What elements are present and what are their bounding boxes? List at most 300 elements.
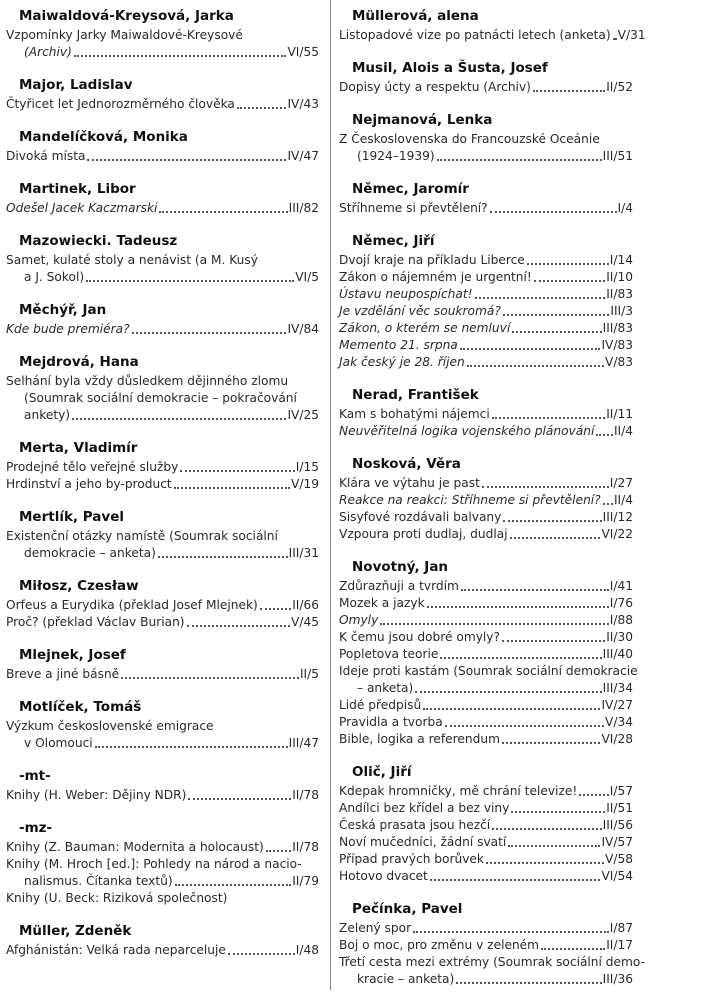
index-entry bbox=[339, 868, 633, 885]
author-name: Mlejnek, Josef bbox=[19, 647, 126, 663]
entry-title-line: Selhání byla vždy důsledkem dějinného zlomu bbox=[6, 374, 289, 388]
entry-title: a J. Sokol) bbox=[24, 270, 85, 284]
index-entry bbox=[339, 269, 633, 286]
issue-page-ref: V/83 bbox=[605, 355, 633, 369]
author-name: Mertlík, Pavel bbox=[19, 509, 124, 525]
dot-leader bbox=[510, 536, 601, 539]
index-entry bbox=[6, 597, 319, 614]
index-entry bbox=[6, 373, 319, 424]
entry-row bbox=[339, 509, 633, 526]
entry-title: Listopadové vize po patnácti letech (anketa) bbox=[339, 28, 611, 42]
issue-page-ref: III/40 bbox=[602, 647, 633, 661]
index-entry bbox=[339, 526, 633, 543]
author-group-musil-alois-a-susta-josef bbox=[339, 60, 633, 96]
entry-row bbox=[339, 337, 633, 354]
author-group-pecinka-pavel bbox=[339, 901, 645, 988]
entry-title: Stříhneme si převtělení? bbox=[339, 201, 488, 215]
author-name: Müller, Zdeněk bbox=[19, 923, 132, 939]
dot-leader bbox=[541, 947, 605, 950]
entry-row bbox=[339, 783, 633, 800]
entry-row bbox=[6, 942, 319, 959]
entry-row bbox=[339, 27, 646, 44]
issue-page-ref: V/45 bbox=[291, 615, 319, 629]
entry-title: Kde bude premiéra? bbox=[6, 322, 130, 336]
entry-row bbox=[339, 697, 633, 714]
entry-row bbox=[6, 735, 319, 752]
entry-row bbox=[339, 680, 633, 697]
index-entry bbox=[6, 718, 319, 752]
dot-leader bbox=[175, 883, 292, 886]
author-name: Major, Ladislav bbox=[19, 77, 133, 93]
dot-leader bbox=[503, 519, 601, 522]
author-name: Pečínka, Pavel bbox=[352, 901, 463, 917]
entry-title-line: Výzkum československé emigrace bbox=[6, 719, 214, 733]
entry-title-line: Ideje proti kastám (Soumrak sociální demokracie bbox=[339, 664, 638, 678]
entry-title: Noví mučedníci, žádní svatí bbox=[339, 835, 507, 849]
author-group-mullerova-alena bbox=[339, 8, 646, 44]
entry-row bbox=[339, 817, 633, 834]
dot-leader bbox=[492, 827, 601, 830]
entry-title: Pravidla a tvorba bbox=[339, 715, 443, 729]
index-entry bbox=[6, 787, 319, 804]
author-group-motlicek-tomas bbox=[6, 699, 319, 752]
entry-title-line: Vzpomínky Jarky Maiwaldové-Kreysové bbox=[6, 28, 243, 42]
index-entry bbox=[6, 321, 319, 338]
dot-leader bbox=[460, 347, 601, 350]
author-group-mz bbox=[6, 820, 319, 907]
author-name: Mejdrová, Hana bbox=[19, 354, 139, 370]
author-group-novotny-jan bbox=[339, 559, 638, 748]
issue-page-ref: IV/25 bbox=[287, 408, 319, 422]
entry-title: kracie – anketa) bbox=[357, 972, 455, 986]
entry-row bbox=[6, 666, 319, 683]
issue-page-ref: IV/83 bbox=[601, 338, 633, 352]
entry-row bbox=[6, 407, 319, 424]
issue-page-ref: V/31 bbox=[617, 28, 646, 42]
entry-title: Kdepak hromničky, mě chrání televize! bbox=[339, 784, 578, 798]
entry-row bbox=[339, 920, 633, 937]
issue-page-ref: V/34 bbox=[605, 715, 633, 729]
index-entry bbox=[339, 954, 645, 988]
entry-row bbox=[339, 731, 633, 748]
dot-leader bbox=[603, 502, 613, 505]
index-entry bbox=[339, 595, 633, 612]
author-group-noskova-vera bbox=[339, 456, 633, 543]
issue-page-ref: II/11 bbox=[606, 407, 633, 421]
entry-title: Mozek a jazyk bbox=[339, 596, 425, 610]
index-entry bbox=[6, 839, 319, 856]
index-entry bbox=[339, 475, 633, 492]
entry-title: Reakce na reakci: Stříhneme si převtělení? bbox=[339, 493, 601, 507]
issue-page-ref: I/41 bbox=[609, 579, 633, 593]
index-entry bbox=[339, 920, 633, 937]
entry-row bbox=[6, 459, 319, 476]
author-group-mt bbox=[6, 768, 319, 804]
index-entry bbox=[6, 148, 319, 165]
issue-page-ref: I/87 bbox=[609, 921, 633, 935]
entry-title: Odešel Jacek Kaczmarski bbox=[6, 201, 158, 215]
entry-row bbox=[6, 476, 319, 493]
issue-page-ref: II/4 bbox=[613, 424, 633, 438]
index-entry bbox=[339, 79, 633, 96]
issue-page-ref: I/15 bbox=[295, 460, 319, 474]
issue-page-ref: V/19 bbox=[291, 477, 319, 491]
entry-title: Česká prasata jsou hezčí bbox=[339, 818, 491, 832]
author-group-mandelickova-monika bbox=[6, 129, 319, 165]
author-name: Nejmanová, Lenka bbox=[352, 112, 493, 128]
index-entry bbox=[339, 406, 633, 423]
dot-leader bbox=[413, 930, 609, 933]
column-divider bbox=[330, 0, 331, 990]
dot-leader bbox=[440, 656, 601, 659]
issue-page-ref: I/57 bbox=[609, 784, 633, 798]
author-name: Maiwaldová-Kreysová, Jarka bbox=[19, 8, 234, 24]
issue-page-ref: VI/22 bbox=[601, 527, 633, 541]
author-group-maiwaldova-kreysova-jarka bbox=[6, 8, 319, 61]
entry-title-line: Knihy (M. Hroch [ed.]: Pohledy na národ a nacio- bbox=[6, 857, 302, 871]
issue-page-ref: III/34 bbox=[602, 681, 633, 695]
author-name: Martinek, Libor bbox=[19, 181, 136, 197]
entry-title-line: Existenční otázky namístě (Soumrak sociální bbox=[6, 529, 278, 543]
entry-row bbox=[6, 44, 319, 61]
entry-row bbox=[339, 834, 633, 851]
entry-row bbox=[6, 890, 319, 907]
dot-leader bbox=[187, 624, 290, 627]
issue-page-ref: II/66 bbox=[292, 598, 319, 612]
entry-row bbox=[6, 269, 319, 286]
entry-title-line: Třetí cesta mezi extrémy (Soumrak sociální demo- bbox=[339, 955, 645, 969]
issue-page-ref: III/56 bbox=[602, 818, 633, 832]
entry-title: Jak český je 28. říjen bbox=[339, 355, 465, 369]
entry-title: v Olomouci bbox=[24, 736, 93, 750]
author-name: Mandelíčková, Monika bbox=[19, 129, 188, 145]
author-name: Olič, Jiří bbox=[352, 764, 412, 780]
issue-page-ref: IV/27 bbox=[601, 698, 633, 712]
index-entry bbox=[339, 612, 633, 629]
issue-page-ref: I/48 bbox=[295, 943, 319, 957]
entry-row bbox=[6, 787, 319, 804]
author-name: Merta, Vladimír bbox=[19, 440, 138, 456]
entry-title: Případ pravých borůvek bbox=[339, 852, 484, 866]
index-entry bbox=[6, 476, 319, 493]
author-group-merta-vladimir bbox=[6, 440, 319, 493]
dot-leader bbox=[467, 364, 604, 367]
entry-row bbox=[339, 200, 633, 217]
dot-leader bbox=[445, 724, 604, 727]
index-entry bbox=[339, 303, 633, 320]
entry-row bbox=[6, 545, 319, 562]
index-entry bbox=[339, 200, 633, 217]
issue-page-ref: I/27 bbox=[609, 476, 633, 490]
dot-leader bbox=[490, 210, 617, 213]
entry-title: Boj o moc, pro změnu v zeleném bbox=[339, 938, 540, 952]
entry-title: Zdůrazňuji a tvrdím bbox=[339, 579, 459, 593]
entry-title: Proč? (překlad Václav Burian) bbox=[6, 615, 185, 629]
dot-leader bbox=[527, 262, 609, 265]
index-entry bbox=[339, 714, 633, 731]
issue-page-ref: II/83 bbox=[606, 287, 633, 301]
entry-title: – anketa) bbox=[357, 681, 414, 695]
entry-title: nalismus. Čítanka textů) bbox=[24, 874, 173, 888]
entry-row bbox=[339, 851, 633, 868]
dot-leader bbox=[579, 793, 609, 796]
dot-leader bbox=[482, 485, 609, 488]
dot-leader bbox=[613, 37, 617, 40]
entry-title: Omyly bbox=[339, 613, 379, 627]
issue-page-ref: IV/47 bbox=[287, 149, 319, 163]
entry-title: Zákon o nájemném je urgentní! bbox=[339, 270, 532, 284]
entry-title: Je vzdělání věc soukromá? bbox=[339, 304, 501, 318]
author-name: Nosková, Věra bbox=[352, 456, 461, 472]
issue-page-ref: III/82 bbox=[288, 201, 319, 215]
author-name: Nerad, František bbox=[352, 387, 479, 403]
issue-page-ref: VI/28 bbox=[601, 732, 633, 746]
index-entry bbox=[6, 614, 319, 631]
issue-page-ref: IV/43 bbox=[287, 97, 319, 111]
entry-row bbox=[6, 148, 319, 165]
entry-row bbox=[339, 492, 633, 509]
entry-title: Klára ve výtahu je past bbox=[339, 476, 480, 490]
dot-leader bbox=[95, 745, 288, 748]
entry-title: Divoká místa bbox=[6, 149, 86, 163]
dot-leader bbox=[502, 741, 601, 744]
dot-leader bbox=[72, 417, 286, 420]
author-group-mazowiecki-tadeusz bbox=[6, 233, 319, 286]
index-entry bbox=[339, 800, 633, 817]
dot-leader bbox=[486, 861, 604, 864]
issue-page-ref: II/51 bbox=[606, 801, 633, 815]
entry-row bbox=[339, 286, 633, 303]
dot-leader bbox=[512, 330, 601, 333]
entry-row bbox=[6, 96, 319, 113]
author-group-mechyr-jan bbox=[6, 302, 319, 338]
issue-page-ref: II/10 bbox=[606, 270, 633, 284]
index-entry bbox=[6, 96, 319, 113]
issue-page-ref: III/31 bbox=[288, 546, 319, 560]
entry-row bbox=[339, 475, 633, 492]
dot-leader bbox=[266, 849, 291, 852]
entry-row bbox=[6, 614, 319, 631]
author-name: Miłosz, Czesław bbox=[19, 578, 139, 594]
entry-title: Knihy (Z. Bauman: Modernita a holocaust) bbox=[6, 840, 264, 854]
author-group-nemec-jiri bbox=[339, 233, 633, 371]
entry-title: Popletova teorie bbox=[339, 647, 439, 661]
dot-leader bbox=[86, 279, 294, 282]
dot-leader bbox=[534, 279, 605, 282]
entry-row bbox=[339, 646, 633, 663]
entry-row bbox=[339, 612, 633, 629]
dot-leader bbox=[508, 844, 600, 847]
issue-page-ref: II/5 bbox=[299, 667, 319, 681]
entry-row bbox=[339, 269, 633, 286]
entry-title: Zákon, o kterém se nemluví bbox=[339, 321, 511, 335]
index-entry bbox=[339, 817, 633, 834]
dot-leader bbox=[260, 607, 291, 610]
issue-page-ref: II/17 bbox=[606, 938, 633, 952]
entry-title-line: Z Československa do Francouzské Oceánie bbox=[339, 132, 600, 146]
entry-row bbox=[339, 868, 633, 885]
entry-title: Ústavu neupospíchat! bbox=[339, 287, 473, 301]
entry-title: Knihy (H. Weber: Dějiny NDR) bbox=[6, 788, 187, 802]
issue-page-ref: III/83 bbox=[602, 321, 633, 335]
author-group-major-ladislav bbox=[6, 77, 319, 113]
index-entry bbox=[6, 252, 319, 286]
entry-title: Vzpoura proti dudlaj, dudlaj bbox=[339, 527, 508, 541]
author-group-nerad-frantisek bbox=[339, 387, 633, 440]
author-group-muller-zdenek bbox=[6, 923, 319, 959]
index-entry bbox=[339, 492, 633, 509]
entry-title: Breve a jiné básně bbox=[6, 667, 120, 681]
entry-title: Hrdinství a jeho by-product bbox=[6, 477, 172, 491]
author-group-mi-osz-czes-aw bbox=[6, 578, 319, 631]
entry-row bbox=[6, 321, 319, 338]
index-entry bbox=[339, 851, 633, 868]
entry-title: Zelený spor bbox=[339, 921, 412, 935]
entry-row bbox=[6, 839, 319, 856]
entry-title: Čtyřicet let Jednorozměrného člověka bbox=[6, 97, 235, 111]
author-name: Němec, Jiří bbox=[352, 233, 435, 249]
entry-row bbox=[339, 303, 633, 320]
dot-leader bbox=[430, 878, 601, 881]
entry-row bbox=[339, 406, 633, 423]
author-group-martinek-libor bbox=[6, 181, 319, 217]
dot-leader bbox=[228, 952, 295, 955]
author-name: Müllerová, alena bbox=[352, 8, 479, 24]
issue-page-ref: III/36 bbox=[602, 972, 633, 986]
index-entry bbox=[339, 320, 633, 337]
index-entry bbox=[339, 937, 633, 954]
author-group-mejdrova-hana bbox=[6, 354, 319, 424]
entry-row bbox=[339, 320, 633, 337]
issue-page-ref: V/58 bbox=[605, 852, 633, 866]
author-group-nemec-jaromir bbox=[339, 181, 633, 217]
author-group-nejmanova-lenka bbox=[339, 112, 633, 165]
index-entry bbox=[6, 890, 319, 907]
issue-page-ref: III/3 bbox=[610, 304, 633, 318]
entry-title: (1924–1939) bbox=[357, 149, 435, 163]
entry-row bbox=[6, 597, 319, 614]
dot-leader bbox=[180, 469, 294, 472]
issue-page-ref: IV/57 bbox=[601, 835, 633, 849]
index-entry bbox=[339, 697, 633, 714]
issue-page-ref: III/47 bbox=[288, 736, 319, 750]
dot-leader bbox=[502, 639, 605, 642]
entry-title-line: Samet, kulaté stoly a nenávist (a M. Kusý bbox=[6, 253, 258, 267]
issue-page-ref: I/76 bbox=[609, 596, 633, 610]
index-entry bbox=[339, 783, 633, 800]
dot-leader bbox=[87, 158, 286, 161]
entry-title: Andílci bez křídel a bez viny bbox=[339, 801, 510, 815]
dot-leader bbox=[596, 433, 613, 436]
entry-title: ankety) bbox=[24, 408, 71, 422]
author-name: Mazowiecki. Tadeusz bbox=[19, 233, 178, 249]
entry-title: demokracie – anketa) bbox=[24, 546, 156, 560]
entry-title: Neuvěřitelná logika vojenského plánování bbox=[339, 424, 595, 438]
entry-row bbox=[339, 148, 633, 165]
author-name: Měchýř, Jan bbox=[19, 302, 107, 318]
entry-row bbox=[339, 629, 633, 646]
index-entry bbox=[339, 663, 638, 697]
dot-leader bbox=[159, 210, 287, 213]
author-group-mertlik-pavel bbox=[6, 509, 319, 562]
entry-title: Prodejné tělo veřejné služby bbox=[6, 460, 179, 474]
entry-row bbox=[339, 252, 633, 269]
issue-page-ref: II/4 bbox=[613, 493, 633, 507]
entry-title: Dopisy úcty a respektu (Archiv) bbox=[339, 80, 531, 94]
dot-leader bbox=[188, 797, 291, 800]
entry-title: Hotovo dvacet bbox=[339, 869, 428, 883]
entry-row bbox=[339, 714, 633, 731]
index-entry bbox=[339, 337, 633, 354]
index-entry bbox=[6, 27, 319, 61]
entry-row bbox=[339, 423, 633, 440]
index-entry bbox=[339, 731, 633, 748]
entry-row bbox=[339, 354, 633, 371]
dot-leader bbox=[475, 296, 606, 299]
entry-title: Dvojí kraje na příkladu Liberce bbox=[339, 253, 525, 267]
dot-leader bbox=[158, 555, 288, 558]
entry-title: Sisyfové rozdávali balvany bbox=[339, 510, 502, 524]
index-entry bbox=[6, 200, 319, 217]
entry-title: Knihy (U. Beck: Riziková společnost) bbox=[6, 891, 228, 905]
entry-title: Kam s bohatými nájemci bbox=[339, 407, 490, 421]
entry-row bbox=[339, 578, 633, 595]
dot-leader bbox=[423, 707, 600, 710]
dot-leader bbox=[533, 89, 605, 92]
issue-page-ref: III/51 bbox=[602, 149, 633, 163]
author-group-olic-jiri bbox=[339, 764, 633, 885]
author-group-mlejnek-josef bbox=[6, 647, 319, 683]
issue-page-ref: II/78 bbox=[292, 840, 319, 854]
dot-leader bbox=[503, 313, 610, 316]
index-entry bbox=[339, 646, 633, 663]
issue-page-ref: VI/54 bbox=[601, 869, 633, 883]
author-name: Motlíček, Tomáš bbox=[19, 699, 142, 715]
dot-leader bbox=[121, 676, 299, 679]
author-name: Novotný, Jan bbox=[352, 559, 449, 575]
index-entry bbox=[339, 27, 646, 44]
entry-title-line: (Soumrak sociální demokracie – pokračování bbox=[24, 391, 297, 405]
index-entry bbox=[339, 286, 633, 303]
index-entry bbox=[339, 509, 633, 526]
issue-page-ref: II/30 bbox=[606, 630, 633, 644]
index-entry bbox=[339, 423, 633, 440]
index-entry bbox=[6, 459, 319, 476]
entry-title: K čemu jsou dobré omyly? bbox=[339, 630, 500, 644]
index-entry bbox=[339, 354, 633, 371]
entry-row bbox=[339, 526, 633, 543]
author-name: -mt- bbox=[19, 768, 51, 784]
issue-page-ref: VI/5 bbox=[295, 270, 319, 284]
entry-row bbox=[339, 800, 633, 817]
dot-leader bbox=[380, 622, 609, 625]
dot-leader bbox=[437, 158, 602, 161]
index-entry bbox=[6, 666, 319, 683]
index-entry bbox=[6, 856, 319, 890]
dot-leader bbox=[132, 331, 287, 334]
entry-title: Afghánistán: Velká rada neparceluje bbox=[6, 943, 226, 957]
dot-leader bbox=[456, 981, 601, 984]
entry-row bbox=[6, 873, 319, 890]
entry-title: Bible, logika a referendum bbox=[339, 732, 500, 746]
index-entry bbox=[339, 131, 633, 165]
dot-leader bbox=[415, 690, 601, 693]
index-entry bbox=[6, 528, 319, 562]
issue-page-ref: II/79 bbox=[292, 874, 319, 888]
entry-row bbox=[339, 79, 633, 96]
entry-title: (Archiv) bbox=[24, 45, 72, 59]
dot-leader bbox=[461, 588, 609, 591]
